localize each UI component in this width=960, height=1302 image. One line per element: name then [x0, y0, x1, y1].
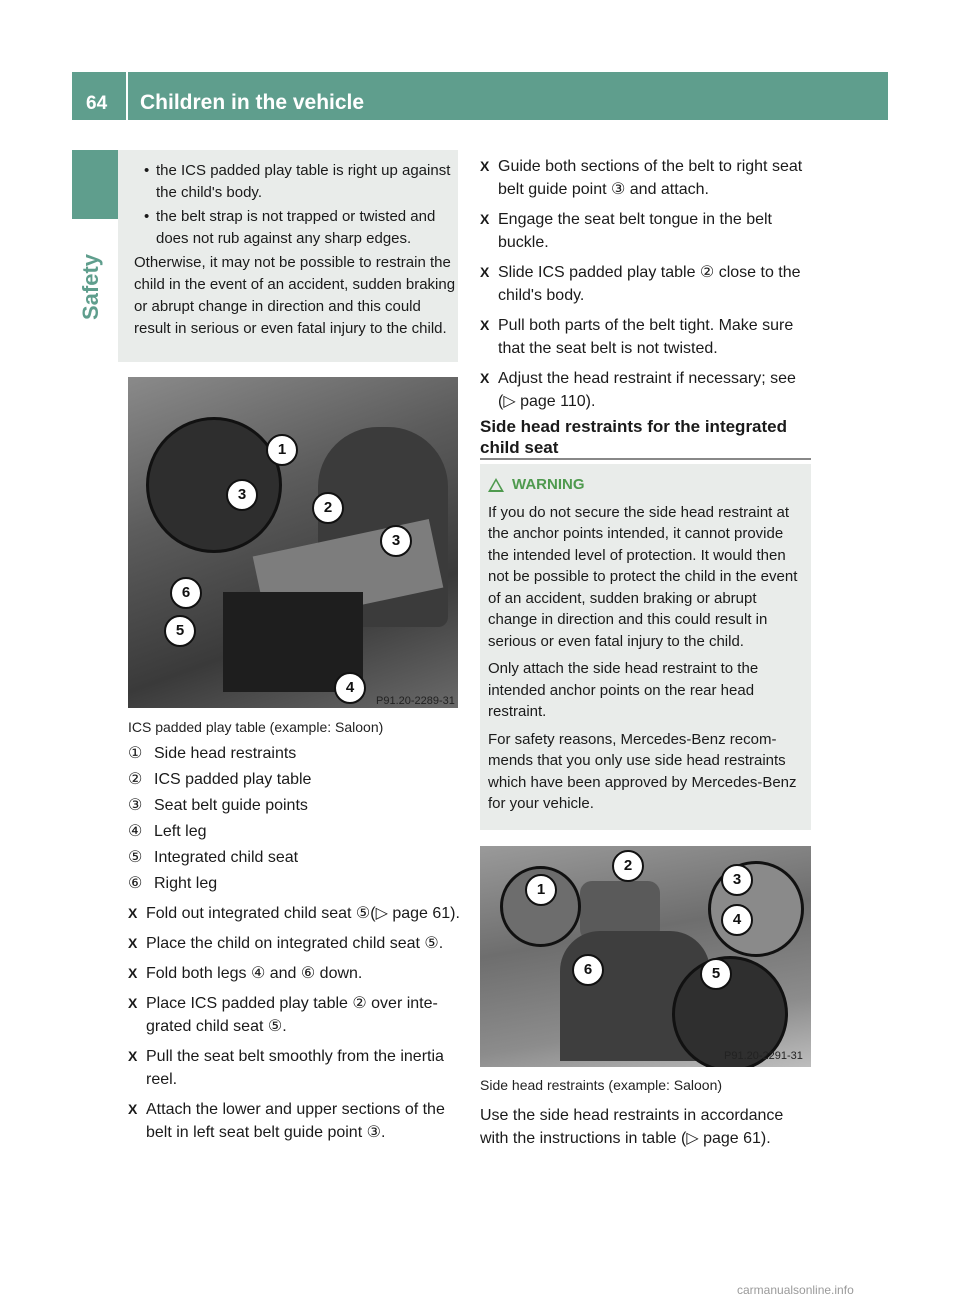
legend-item: ① Side head restraints: [128, 745, 297, 762]
callout-3a: 3: [226, 479, 258, 511]
note-box: [118, 150, 458, 362]
callout-2: 2: [612, 850, 644, 882]
step-item: X Fold out integrated child seat ⑤(▷ page 61).: [128, 902, 460, 925]
callout-6: 6: [572, 954, 604, 986]
heading-divider: [480, 458, 811, 460]
step-item: X Slide ICS padded play table ② close to the child's body.: [480, 261, 812, 307]
section-heading: Side head restraints for the integrated child seat: [480, 417, 788, 457]
ics-play-table-photo: [128, 377, 458, 708]
list-item: • the belt strap is not trapped or twisted and does not rub against any sharp edges.: [134, 206, 458, 250]
watermark: carmanualsonline.info: [737, 1283, 854, 1297]
list-item: • the ICS padded play table is right up against the child's body.: [134, 160, 458, 204]
page-number: 64: [86, 93, 108, 114]
step-item: X Fold both legs ④ and ⑥ down.: [128, 962, 460, 985]
instruction-steps-right: [480, 155, 812, 420]
warning-paragraph: If you do not secure the side head restraint at the anchor points intended, it cannot provide the intended level of protection. It would then not be possible to protect the child in the event of an accident, sudden braking or abrupt change in direction and this could result in serious or even fatal injury to the child.: [488, 503, 798, 650]
callout-6: 6: [170, 577, 202, 609]
legend-item: ⑥ Right leg: [128, 875, 218, 892]
callout-5: 5: [164, 615, 196, 647]
step-item: X Place ICS padded play table ② over inte-grated child seat ⑤.: [128, 992, 460, 1038]
step-item: X Pull the seat belt smoothly from the inertia reel.: [128, 1045, 460, 1091]
warning-title: WARNING: [488, 474, 803, 496]
detail-magnifier: [146, 417, 282, 553]
figure-caption: ICS padded play table (example: Saloon): [128, 719, 384, 735]
warning-box: [480, 464, 811, 830]
figure-ref: P91.20-2289-31: [376, 695, 455, 707]
warning-paragraph: Only attach the side head restraint to the intended anchor points on the rear head restraint.: [488, 660, 759, 720]
step-item: X Guide both sections of the belt to right seat belt guide point ③ and attach.: [480, 155, 812, 201]
legend-item: ⑤ Integrated child seat: [128, 849, 299, 866]
figure-caption: Side head restraints (example: Saloon): [480, 1077, 723, 1093]
legend-item: ③ Seat belt guide points: [128, 797, 308, 814]
callout-5: 5: [700, 958, 732, 990]
section-label: Safety: [78, 253, 103, 320]
figure-ref: P91.20-2291-31: [724, 1050, 803, 1062]
step-item: X Engage the seat belt tongue in the belt buckle.: [480, 208, 812, 254]
callout-3b: 3: [380, 525, 412, 557]
callout-1: 1: [525, 874, 557, 906]
step-item: X Place the child on integrated child seat ⑤.: [128, 932, 460, 955]
step-item: X Attach the lower and upper sections of the belt in left seat belt guide point ③.: [128, 1098, 460, 1144]
legend-item: ② ICS padded play table: [128, 771, 312, 788]
page-title: Children in the vehicle: [140, 91, 365, 114]
callout-3: 3: [721, 864, 753, 896]
legend: [128, 741, 458, 897]
legend-item: ④ Left leg: [128, 823, 207, 840]
body-paragraph: Use the side head restraints in accordance with the instructions in table (▷ page 61).: [480, 1107, 784, 1147]
callout-4: 4: [721, 904, 753, 936]
section-marker: [72, 150, 123, 219]
side-head-restraints-photo: [480, 846, 811, 1067]
callout-2: 2: [312, 492, 344, 524]
callout-4: 4: [334, 672, 366, 704]
instruction-steps-left: [128, 902, 460, 1151]
note-paragraph: Otherwise, it may not be possible to restrain the child in the event of an accident, sudden braking or abrupt change in direction and this could result in serious or even fatal injury to the child.: [134, 254, 456, 337]
step-item: X Adjust the head restraint if necessary; see (▷ page 110).: [480, 367, 812, 413]
warning-paragraph: For safety reasons, Mercedes-Benz recom-mends that you only use side head restraints which have been approved by Mercedes-Benz for your vehicle.: [488, 730, 797, 812]
callout-1: 1: [266, 434, 298, 466]
step-item: X Pull both parts of the belt tight. Make sure that the seat belt is not twisted.: [480, 314, 812, 360]
warning-icon: [488, 478, 504, 492]
